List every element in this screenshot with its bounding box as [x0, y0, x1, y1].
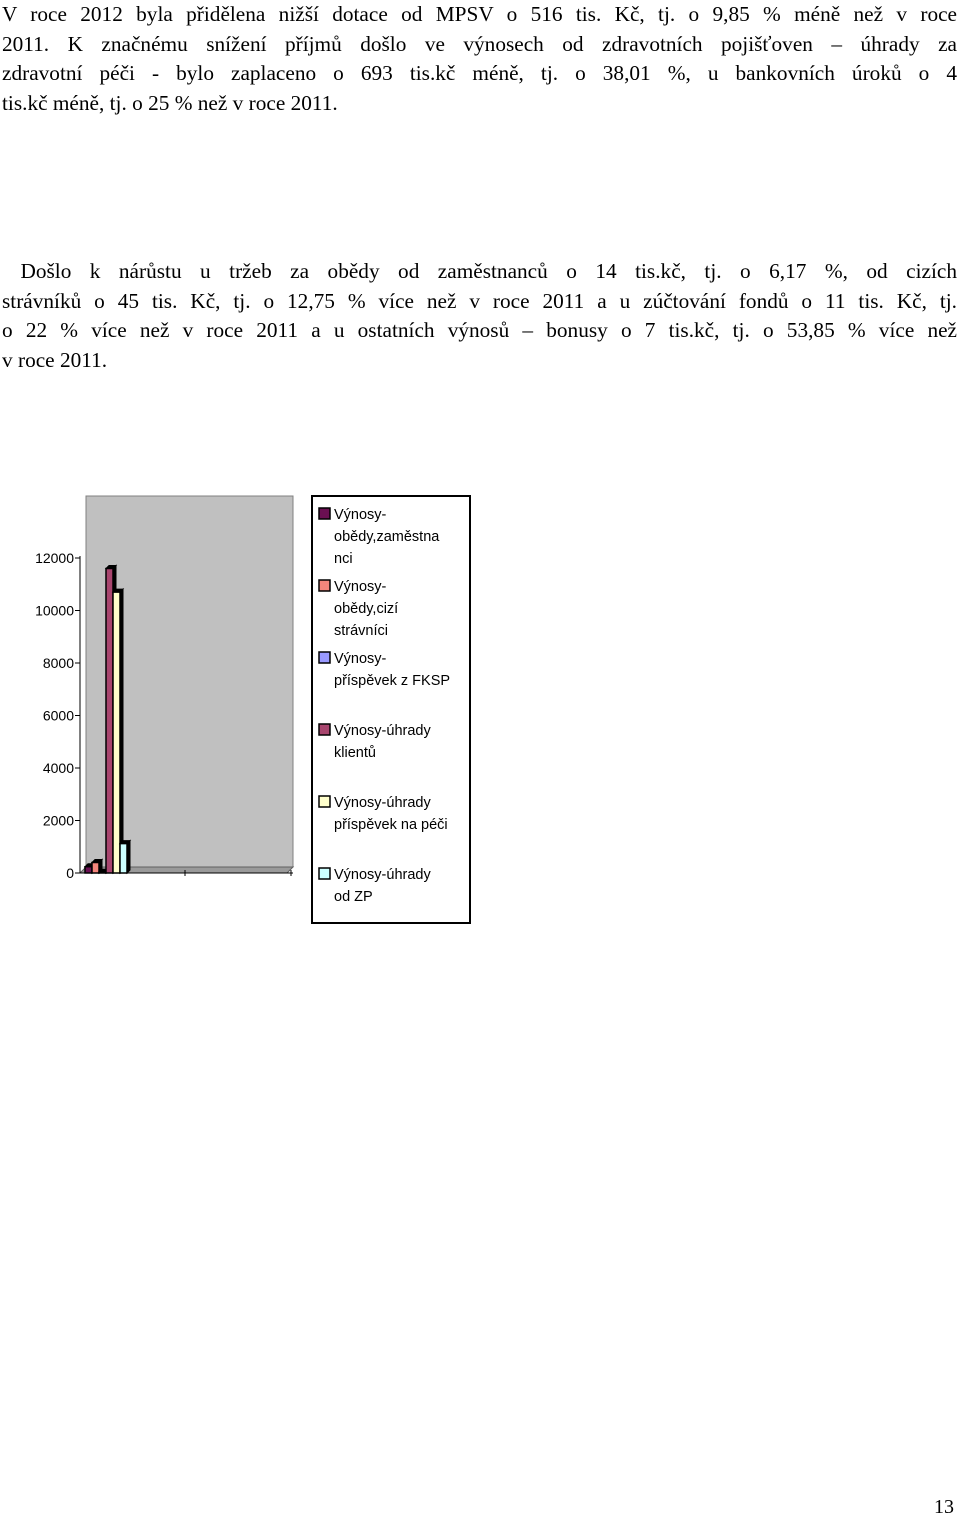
text-line: zdravotní péči - bylo zaplaceno o 693 tis.kč méně, tj. o 38,01 %, u bankovních úroků o 4 [2, 61, 957, 86]
y-tick-label: 8000 [42, 655, 74, 671]
y-tick-label: 12000 [35, 550, 74, 566]
text-line: strávníků o 45 tis. Kč, tj. o 12,75 % více než v roce 2011 a u zúčtování fondů o 11 tis. Kč, tj. [2, 288, 957, 313]
y-tick-label: 6000 [42, 707, 74, 724]
legend-label: Výnosy-úhrady [334, 867, 431, 883]
legend-label: obědy,zaměstna [334, 529, 440, 545]
text-line: V roce 2012 byla přidělena nižší dotace od MPSV o 516 tis. Kč, tj. o 9,85 % méně než v roce [2, 2, 957, 26]
legend-swatch [319, 508, 330, 519]
y-tick-label: 4000 [42, 760, 74, 776]
paragraph-narust [2, 257, 957, 375]
legend-swatch [319, 796, 330, 807]
legend-label: klientů [334, 745, 376, 761]
legend-label: Výnosy- [334, 507, 387, 523]
bar-front [92, 863, 99, 874]
y-tick-label: 0 [66, 865, 74, 881]
revenue-bar-chart [0, 490, 480, 940]
text-line: Došlo k nárůstu u tržeb za obědy od zaměstnanců o 14 tis.kč, tj. o 6,17 %, od cizích [2, 259, 957, 283]
legend [312, 496, 470, 923]
text-line: 2011. K značnému snížení příjmů došlo ve výnosech od zdravotních pojišťoven – úhrady za [2, 31, 957, 56]
y-tick-label: 2000 [42, 812, 74, 829]
paragraph-dotace [2, 0, 957, 118]
legend-label: příspěvek z FKSP [334, 673, 451, 689]
legend-label: od ZP [334, 889, 373, 905]
legend-swatch [319, 724, 330, 735]
plot-area [80, 496, 293, 873]
y-tick-label: 10000 [35, 602, 74, 619]
text-line: o 22 % více než v roce 2011 a u ostatních výnosů – bonusy o 7 tis.kč, tj. o 53,85 % více než [2, 318, 957, 343]
legend-label: Výnosy- [334, 651, 387, 667]
legend-label: strávníci [334, 623, 388, 639]
legend-label: Výnosy-úhrady [334, 795, 431, 811]
bar-front [120, 844, 127, 873]
legend-swatch [319, 580, 330, 591]
bar-front [85, 867, 92, 873]
legend-label: Výnosy-úhrady [334, 723, 431, 739]
text-line: tis.kč méně, tj. o 25 % než v roce 2011. [2, 90, 338, 115]
bar-front [106, 569, 113, 874]
legend-label: příspěvek na péči [334, 817, 448, 833]
legend-label: Výnosy- [334, 579, 387, 595]
bar [120, 841, 130, 873]
text-line: v roce 2011. [2, 347, 108, 372]
page-number: 13 [934, 1496, 954, 1518]
legend-swatch [319, 868, 330, 879]
bar [113, 589, 123, 873]
legend-label: obědy,cizí [334, 601, 399, 617]
legend-swatch [319, 652, 330, 663]
bar-front [113, 592, 120, 873]
legend-label: nci [334, 551, 353, 567]
